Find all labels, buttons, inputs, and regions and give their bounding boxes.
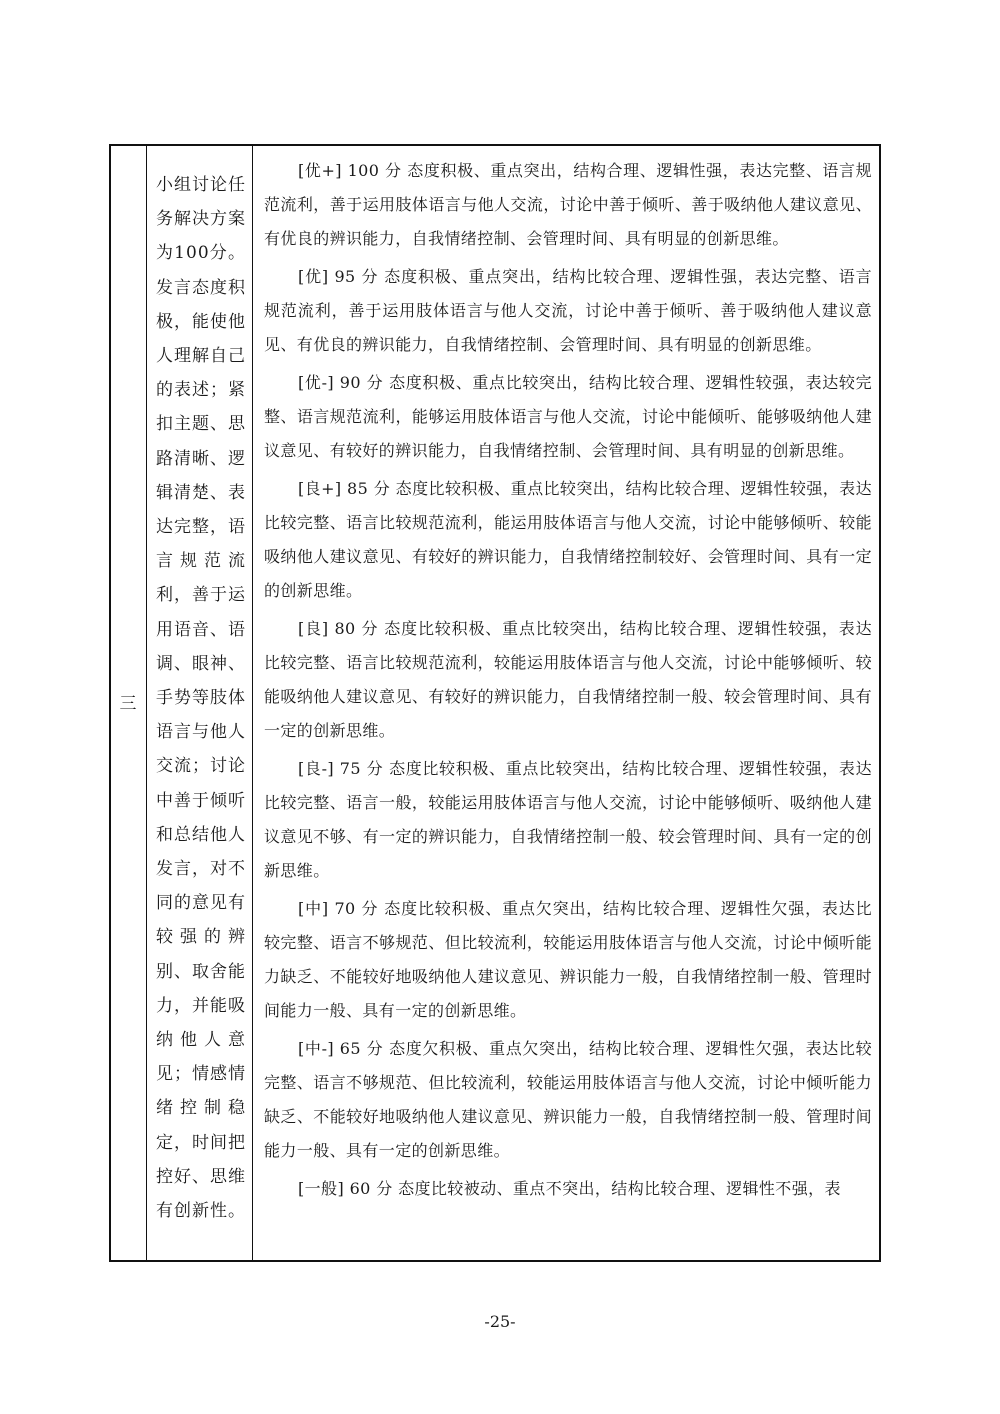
- grading-table: [109, 144, 881, 1262]
- row-number-cell: [111, 146, 147, 1260]
- grade-good-plus: [良+] 85 分 态度比较积极、重点比较突出，结构比较合理、逻辑性较强，表达比较完整、语言比较规范流利，能运用肢体语言与他人交流，讨论中能够倾听、较能吸纳他人建议意见、有较好的辨识能力，自我情绪控制较好、会管理时间、具有一定的创新思维。: [264, 479, 872, 600]
- grade-good-minus: [良-] 75 分 态度比较积极、重点比较突出，结构比较合理、逻辑性较强，表达比较完整、语言一般，较能运用肢体语言与他人交流，讨论中能够倾听、吸纳他人建议意见不够、有一定的辨识能力，自我情绪控制一般、较会管理时间、具有一定的创新思维。: [264, 759, 872, 880]
- grade-medium-minus: [中-] 65 分 态度欠积极、重点欠突出，结构比较合理、逻辑性欠强，表达比较完整、语言不够规范、但比较流利，较能运用肢体语言与他人交流，讨论中倾听能力缺乏、不能较好地吸纳他人建议意见、辨识能力一般，自我情绪控制一般、管理时间能力一般、具有一定的创新思维。: [264, 1039, 872, 1160]
- grading-criteria-cell: [253, 146, 879, 1260]
- requirement-cell: [147, 146, 253, 1260]
- page-number: -25-: [484, 1312, 516, 1331]
- row-number: 三: [119, 694, 137, 714]
- grading-criteria-list: [264, 154, 872, 1210]
- grade-excellent-plus: [优+] 100 分 态度积极、重点突出，结构合理、逻辑性强，表达完整、语言规范流利，善于运用肢体语言与他人交流，讨论中善于倾听、善于吸纳他人建议意见、有优良的辨识能力，自我情绪控制、会管理时间、具有明显的创新思维。: [264, 161, 872, 248]
- grade-excellent: [优] 95 分 态度积极、重点突出，结构比较合理、逻辑性强，表达完整、语言规范流利，善于运用肢体语言与他人交流，讨论中善于倾听、善于吸纳他人建议意见、有优良的辨识能力，自我情绪控制、会管理时间、具有明显的创新思维。: [264, 267, 872, 354]
- grade-average: [一般] 60 分 态度比较被动、重点不突出，结构比较合理、逻辑性不强，表: [298, 1179, 841, 1198]
- grade-medium: [中] 70 分 态度比较积极、重点欠突出，结构比较合理、逻辑性欠强，表达比较完整、语言不够规范、但比较流利，较能运用肢体语言与他人交流，讨论中倾听能力缺乏、不能较好地吸纳他人建议意见、辨识能力一般，自我情绪控制一般、管理时间能力一般、具有一定的创新思维。: [264, 899, 872, 1020]
- grade-good: [良] 80 分 态度比较积极、重点比较突出，结构比较合理、逻辑性较强，表达比较完整、语言比较规范流利，较能运用肢体语言与他人交流，讨论中能够倾听、较能吸纳他人建议意见、有较好的辨识能力，自我情绪控制一般、较会管理时间、具有一定的创新思维。: [264, 619, 872, 740]
- requirement-text: 小组讨论任务解决方案为100分。发言态度积极，能使他人理解自己的表述；紧扣主题、思路清晰、逻辑清楚、表达完整，语言规范流利，善于运用语音、语调、眼神、手势等肢体语言与他人交流；讨论中善于倾听和总结他人发言，对不同的意见有较强的辨别、取舍能力，并能吸纳他人意见；情感情绪控制稳定，时间把控好、思维有创新性。: [156, 175, 246, 1222]
- grade-excellent-minus: [优-] 90 分 态度积极、重点比较突出，结构比较合理、逻辑性较强，表达较完整、语言规范流利，能够运用肢体语言与他人交流，讨论中能倾听、能够吸纳他人建议意见、有较好的辨识能力，自我情绪控制、会管理时间、具有明显的创新思维。: [264, 373, 872, 460]
